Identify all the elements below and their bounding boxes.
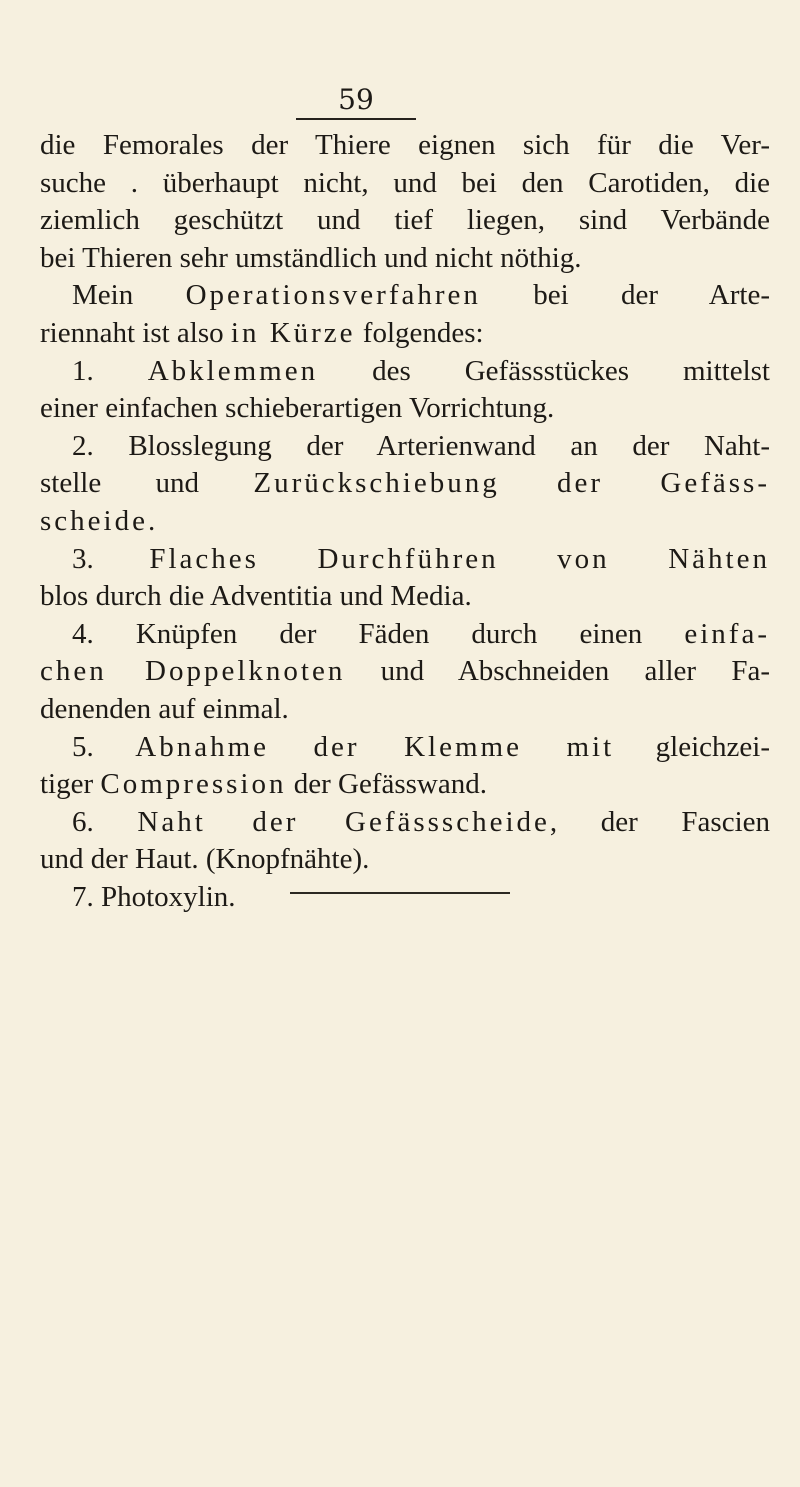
text-line (40, 353, 770, 391)
text-run: blos durch die Adventitia und Media. (40, 580, 472, 613)
text-run: stelle und (40, 467, 254, 500)
text-line (40, 428, 770, 466)
text-run: einer einfachen schieberartigen Vorrichtung. (40, 392, 555, 425)
text-run: 5. (72, 730, 136, 763)
text-line (40, 127, 770, 165)
text-run: folgendes: (355, 316, 484, 349)
text-run: bei der Arte- (480, 279, 770, 312)
text-run: gleichzei- (614, 730, 770, 763)
spaced-emphasis: einfa- (684, 617, 770, 650)
text-run: bei Thieren sehr umständlich und nicht nöthig. (40, 241, 582, 274)
text-run: 2. Blosslegung der Arterienwand an der Naht- (72, 429, 770, 462)
spaced-emphasis: scheide (40, 504, 148, 537)
page-number: 59 (338, 83, 374, 116)
text-run: 7. Photoxylin. (72, 880, 236, 913)
text-run: . (147, 504, 156, 537)
text-line (40, 691, 770, 729)
text-run: Mein (72, 279, 186, 312)
text-line (40, 277, 770, 315)
text-run: suche . überhaupt nicht, und bei den Carotiden, die (40, 166, 770, 199)
text-line (40, 578, 770, 616)
spaced-emphasis: Naht der Gefässscheide (137, 805, 550, 838)
spaced-emphasis: chen Doppelknoten (40, 655, 346, 688)
text-run: und der Haut. (Knopfnähte). (40, 843, 370, 876)
text-line (40, 315, 770, 353)
body-text (40, 127, 770, 916)
text-line (40, 503, 770, 541)
text-run: und Abschneiden aller Fa- (345, 655, 770, 688)
text-run: 1. (72, 354, 148, 387)
text-line (40, 729, 770, 767)
spaced-emphasis: Flaches Durchführen von Nähten (149, 542, 770, 575)
text-line (40, 616, 770, 654)
text-line (40, 390, 770, 428)
text-line (40, 841, 770, 879)
text-run: 6. (72, 805, 138, 838)
spaced-emphasis: Abklemmen (147, 354, 319, 387)
text-line (40, 465, 770, 503)
text-run: , der Fascien (549, 805, 770, 838)
text-run: 4. Knüpfen der Fäden durch einen (72, 617, 685, 650)
text-run: ziemlich geschützt und tief liegen, sind Verbände (40, 204, 770, 237)
text-line (40, 202, 770, 240)
text-run: riennaht ist also (40, 316, 231, 349)
bottom-rule (290, 892, 510, 894)
text-run: die Femorales der Thiere eignen sich für die Ver- (40, 129, 770, 161)
spaced-emphasis: Zurückschiebung der Gefäss- (253, 467, 770, 500)
text-line (40, 541, 770, 579)
text-line (40, 165, 770, 203)
spaced-emphasis: in Kürze (230, 316, 356, 349)
text-line (40, 766, 770, 804)
page-number-rule (296, 118, 416, 120)
text-run: der Gefässwand. (286, 768, 487, 801)
text-run: denenden auf einmal. (40, 692, 289, 725)
text-line (40, 804, 770, 842)
spaced-emphasis: Operationsverfahren (185, 279, 481, 312)
text-line (40, 653, 770, 691)
spaced-emphasis: Compression (100, 768, 287, 801)
text-line (40, 879, 770, 917)
text-run: tiger (40, 768, 101, 801)
text-run: 3. (72, 542, 150, 575)
spaced-emphasis: Abnahme der Klemme mit (135, 730, 615, 763)
text-run: des Gefässstückes mittelst (318, 354, 770, 387)
text-line (40, 240, 770, 278)
